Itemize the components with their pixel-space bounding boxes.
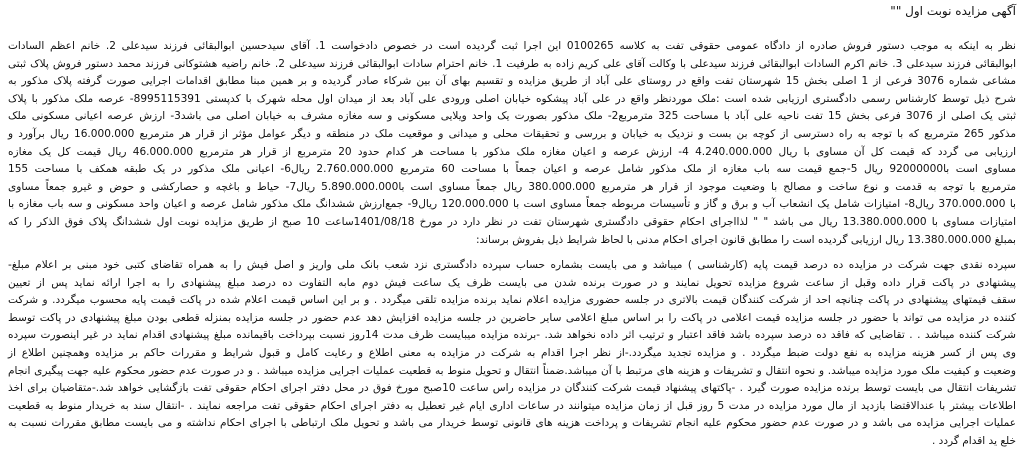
text-line: کننده در مزایده می تواند با حضور در جلسه مزایده قیمت اعلامی در پاکت را بر اساس مبلغ اعلامی سایر حاضرین در جلسه مزایده افزایش دهد عدم حضور در جلسه مزایده بمنزله قطعی بودن مبلغ پیشنهادی در پاکت توسط [8, 311, 1016, 324]
text-line: مشاعی شماره 3076 فرعی از 1 اصلی بخش 15 شهرستان تفت واقع در روستای علی آباد از طریق مزایده و تقسیم بهای آن بین شرکاء صادر گردیده و بر همین مبنا مطابق اقدامات اجرایی صورت گرفته پلاک مذکور به [8, 75, 1017, 88]
text-line: خلع ید اقدام گردد . [931, 434, 1016, 447]
text-line: شرکت کننده میباشد . . تقاضایی که فاقد ده درصد سپرده باشد فاقد اعتبار و ترتیب اثر داده نخواهد شد. -برنده مزایده میبایست ظرف مدت 14روز نسبت بپرداخت باقیمانده مبلغ پیشنهادی اقدام نماید در غیر اینصورت سپرده [8, 329, 1016, 342]
text-line: وی پس از کسر هزینه مزایده به نفع دولت ضبط میگردد . و مزایده تجدید میگردد.-از نظر اجرا اقدام به شرکت در مزایده به معنی اطلاع و رعایت کامل و قبول شرایط و مقررات حاکم بر مزایده وهمچنین اطلاع از [8, 346, 1016, 359]
notice-title: آگهی مزایده نوبت اول "" [890, 4, 1016, 18]
notice-paragraph-1 [8, 38, 1016, 249]
notice-paragraph-2 [8, 257, 1016, 451]
text-line: سپرده نقدی جهت شرکت در مزایده ده درصد قیمت پایه (کارشناسی ) میباشد و می بایست بشماره حساب سپرده دادگستری نزد شعب بانک ملی واریز و اصل فیش را به همراه تقاضای کتبی خود مبنی بر اعلام مبلغ- [8, 259, 1016, 271]
text-line: ابوالبقائی فرزند سیدعلی 3. خانم اکرم السادات ابوالبقائی فرزند سیدعلی با وکالت آقای علی کریم زاده به طرفیت 1. خانم احترام سادات ابوالبقائی فرزند سیدعلی 2. خانم راضیه هشتوکانی فرزند محمد دستور فروش پلاک ثبتی [8, 57, 1017, 70]
text-line: عملیات اجرایی مزایده می باشد و در صورت عدم حضور محکوم علیه انجام تشریفات و پرداخت هزینه های قانونی توسط خریدار می باشد و تحویل ملک ارتباطی با اجرای احکام نداشته و می بایست مطابق مقررات نسبت به [8, 417, 1016, 430]
text-line: مساوی است با92000000 ریال 5-جمع قیمت سه باب مغازه از ملک مذکور شامل عرصه و اعیان جمعاً با مساحت 60 مترمربع 2.760.000.000 ریال6- اعیانی ملک مذکور در یک طبقه همکف با مساحت 155 [8, 163, 1016, 176]
text-line: ثبتی یک اصلی از 3076 فرعی بخش 15 تفت ناحیه علی آباد با مساحت 325 مترمربع2- ملک مذکور بصورت یک واحد ویلایی مسکونی و سه مغازه مشرف به خیابان اصلی می باشد3- ارزش عرصه اعیانی مسکونی ملک [8, 110, 1016, 123]
text-line: شرح ذیل توسط کارشناس رسمی دادگستری ارزیابی شده است :ملک موردنظر واقع در علی آباد پیشکوه خیابان اصلی ورودی علی آباد بعد از میدان اول محله شهرک با کدپستی 8995115391- عرصه ملک مذکور با پلاک [8, 92, 1017, 105]
text-line: ارزیابی می گردد که قیمت کل آن مساوی با ریال 4.240.000.000 4- ارزش عرصه و اعیان مغازه ملک مذکور با مساحت هر کدام حدود 20 مترمربع از قرار هر مترمربع 46.000.000 ریال قیمت کل یک مغازه [8, 145, 1016, 158]
text-line: اطلاعات بیشتر با عندالاقتضا بازدید از مال مورد مزایده در مدت 5 روز قبل از زمان مزایده میتوانند در ساعات اداری ایام غیر تعطیل به دفتر اجرای احکام حقوقی تفت مراجعه نمایند . -انتقال سند به خریدار منوط به قطعیت [8, 399, 1016, 412]
text-line: مذکور 265 مترمربع که با توجه به راه دسترسی از کوچه بن بست و نزدیک به خیابان و بررسی و تحقیقات محلی و میدانی و موقعیت ملک در منطقه و دیگر عوامل مؤثر از قرار هر مترمربع 16.000.000 ریال برآورد و [8, 127, 1016, 140]
text-line: نظر به اینکه به موجب دستور فروش صادره از دادگاه عمومی حقوقی تفت به کلاسه 0100265 این اجرا ثبت گردیده است در خصوص دادخواست 1. آقای سیدحسین ابوالبقائی فرزند سیدعلی 2. خانم اعظم السادات [8, 40, 1016, 52]
text-line: سقف قیمتهای پیشنهادی در پاکت چنانچه احد از شرکت کنندگان قیمت بالاتری در جلسه حضوری مزایده اعلام نماید برنده مزایده تلقی میگردد . و بر این اساس قیمت اعلام شده در پاکت قیمت پایه محسوب میگردد. و شرکت [8, 294, 1016, 307]
text-line: مترمربع با توجه به قدمت و نوع ساخت و مصالح با وضعیت موجود از قرار هر مترمربع 380.000.000 ریال جمعاً مساوی است با5.890.000.000 ریال7- حیاط و باغچه و حصارکشی و حوض و غیرو جمعاً مساوی [8, 180, 1016, 193]
text-line: پیشنهادی در پاکت قرار داده وقبل از ساعت شروع مزایده تحویل نمایند و در صورت برنده شدن می بایست ظرف یک ساعت فیش دوم مابه التفاوت ده درصد مبلغ پیشنهادی را به اجرا ارائه نماید پس از تعیین [8, 276, 1016, 289]
text-line: با 370.000.000 ریال8- امتیازات شامل یک انشعاب آب و برق و گاز و تأسیسات مربوطه جمعاً مساوی است با 120.000.000 ریال9- جمع‌ارزش ششدانگ ملک مذکور شامل عرصه و اعیان واحد مسکونی و سه باب مغازه با [8, 198, 1016, 211]
text-line: تشریفات انتقال می بایست توسط برنده مزایده صورت گیرد . -پاکتهای پیشنهاد قیمت شرکت کنندگان در مزایده راس ساعت 10صبح مورخ فوق در محل دفتر اجرای احکام حقوقی تفت بازگشایی خواهد شد.-متقاضیان برای اخذ [8, 382, 1016, 395]
text-line: بمبلغ 13.380.000.000 ریال ارزیابی گردیده است را مطابق قانون اجرای احکام مدنی با لحاظ شرایط ذیل بفروش برساند: [476, 233, 1016, 246]
text-line: امتیازات مساوی با 13.380.000.000 ریال می باشد " " لذااجرای احکام حقوقی دادگستری شهرستان تفت در نظر دارد در مورخ 1401/08/18ساعت 10 صبح از طریق مزایده نوبت اول ششدانگ پلاک فوق الذکر را که [8, 215, 1016, 228]
text-line: وضعیت و کیفیت ملک مورد مزایده میباشد. و نحوه انتقال و تشریفات و هزینه های مرتبط با آن میباشد.ضمناً انتقال و تحویل منوط به قطعیت عملیات اجرایی مزایده میباشد . و در صورت عدم حضور محکوم علیه جهت پیگیری انجام [8, 364, 1016, 377]
